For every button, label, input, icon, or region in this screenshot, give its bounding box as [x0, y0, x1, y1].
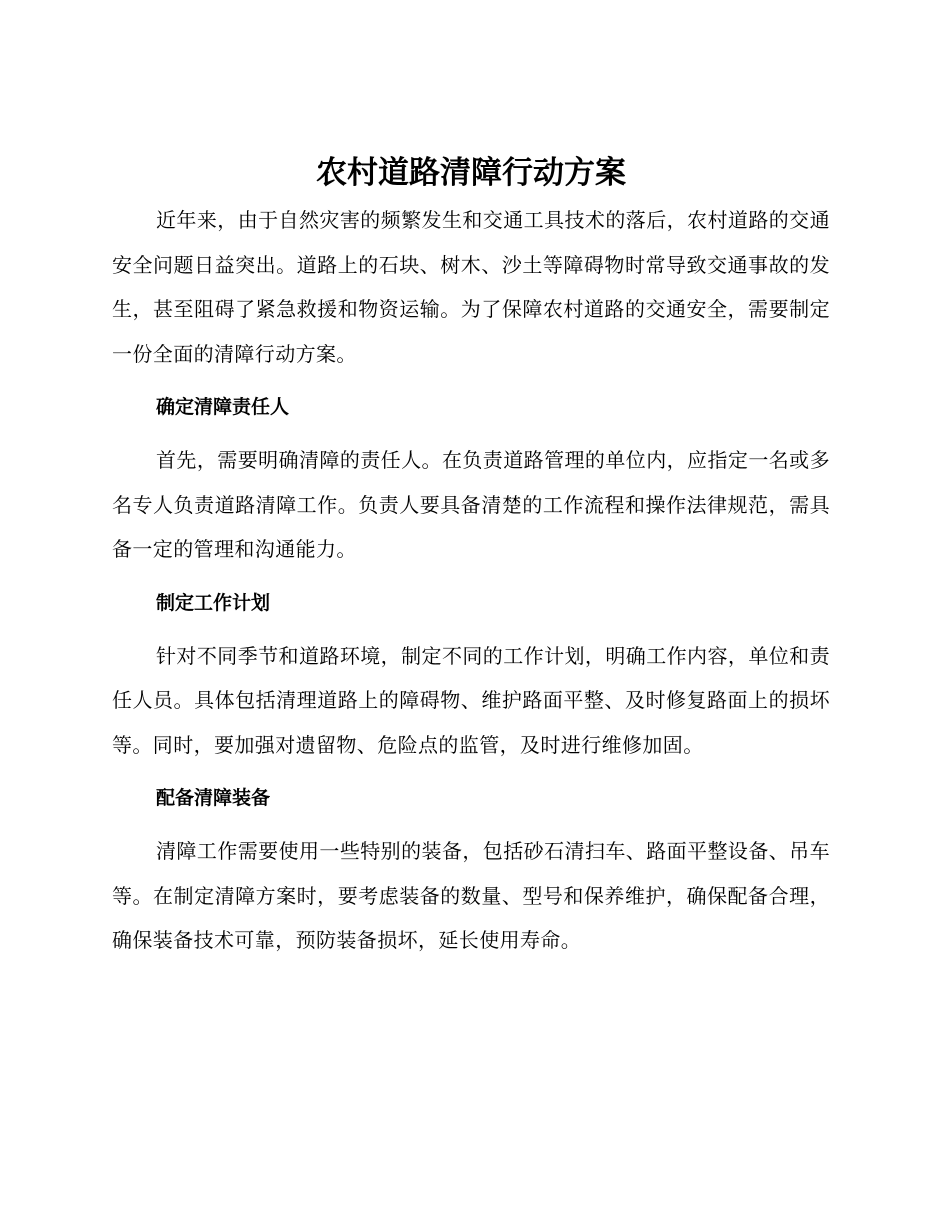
section-work-plan	[112, 585, 830, 768]
section-body: 首先，需要明确清障的责任人。在负责道路管理的单位内，应指定一名或多名专人负责道路清障工作。负责人要具备清楚的工作流程和操作法律规范，需具备一定的管理和沟通能力。	[112, 448, 830, 561]
section-heading: 确定清障责任人	[156, 396, 290, 418]
section-heading: 配备清障装备	[156, 787, 271, 809]
intro-paragraph: 近年来，由于自然灾害的频繁发生和交通工具技术的落后，农村道路的交通安全问题日益突出。道路上的石块、树木、沙土等障碍物时常导致交通事故的发生，甚至阻碍了紧急救援和物资运输。为了保障农村道路的交通安全，需要制定一份全面的清障行动方案。	[112, 208, 830, 366]
section-equipment	[112, 780, 830, 963]
section-body: 清障工作需要使用一些特别的装备，包括砂石清扫车、路面平整设备、吊车等。在制定清障方案时，要考虑装备的数量、型号和保养维护，确保配备合理，确保装备技术可靠，预防装备损坏，延长使用寿命。	[112, 839, 830, 952]
section-heading: 制定工作计划	[156, 591, 271, 614]
section-responsible-person	[112, 389, 830, 572]
document-title: 农村道路清障行动方案	[316, 155, 626, 191]
section-body: 针对不同季节和道路环境，制定不同的工作计划，明确工作内容，单位和责任人员。具体包括清理道路上的障碍物、维护路面平整、及时修复路面上的损坏等。同时，要加强对遗留物、危险点的监管，及时进行维修加固。	[112, 643, 830, 757]
